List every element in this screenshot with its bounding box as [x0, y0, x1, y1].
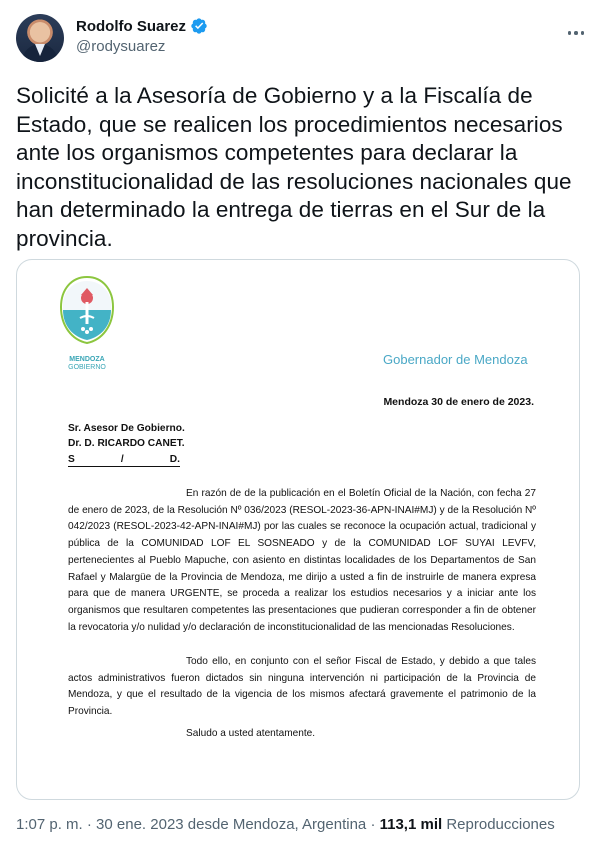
document-addressee: [68, 421, 185, 451]
tweet-text: Solicité a la Asesoría de Gobierno y a la Fiscalía de Estado, que se realicen los procedimientos necesarios ante los organismos competentes para declarar la inconstitucionalidad de las resoluciones nacionales que han determinado la entrega de tierras en el Sur de la provincia.: [16, 83, 572, 251]
tweet-metadata: [16, 816, 555, 833]
name-row: [76, 17, 208, 35]
user-handle[interactable]: @rodysuarez: [76, 38, 166, 55]
sd-s: S: [68, 454, 75, 465]
sd-slash: /: [120, 454, 124, 465]
meta-separator: ·: [86, 816, 92, 833]
user-info[interactable]: [76, 17, 208, 55]
seal-caption: [51, 356, 123, 372]
views-label[interactable]: Reproducciones: [446, 816, 555, 833]
addressee-line-1: Sr. Asesor De Gobierno.: [68, 423, 185, 434]
sd-d: D.: [169, 454, 180, 465]
more-options-icon[interactable]: [565, 22, 587, 44]
verified-badge-icon: [190, 17, 208, 35]
document-paragraph-2: [68, 654, 536, 721]
sd-line: [68, 454, 180, 467]
document-page: [17, 260, 579, 799]
display-name[interactable]: Rodolfo Suarez: [76, 17, 187, 35]
paragraph-2-text: Todo ello, en conjunto con el señor Fiscal de Estado, y debido a que tales actos administrativos fueron dictados sin ninguna intervención ni participación de la Provincia de Mendoza, y que el resultado de la vigencia de los mismos afectará gravemente el patrimonio de la Provincia.: [68, 656, 536, 718]
views-count[interactable]: 113,1 mil: [379, 816, 443, 833]
addressee-line-2: Dr. D. RICARDO CANET.: [68, 438, 185, 449]
tweet-date-location[interactable]: 30 ene. 2023 desde Mendoza, Argentina: [96, 816, 367, 833]
paragraph-1-text: En razón de de la publicación en el Boletín Oficial de la Nación, con fecha 27 de enero de 2023, de la Resolución Nº 036/2023 (RESOL-2023-36-APN-INAI#MJ) y de la Resolución Nº 042/2023 (RESOL-2023-42-APN-INAI#MJ) por las cuales se reconoce la ocupación actual, tradicional y pública de la COMUNIDAD LOF EL SOSNEADO y de la COMUNIDAD LOF SUYAI LEVFV, pertenecientes al Pueblo Mapuche, con asiento en distintas localidades de los Departamentos de San Rafael y Malargüe de la Provincia de Mendoza, me dirijo a usted a fin de instruirle de manera expresa para que de manera URGENTE, se proceda a realizar los estudios necesarios y a iniciar ante los organismos que resultaren competentes las presentaciones que pudieran corresponder a fin de obtener la revocatoria y/o nulidad y/o declaración de inconstitucionalidad de las mencionadas Resoluciones.: [68, 488, 536, 633]
meta-separator-2: ·: [370, 816, 376, 833]
seal-caption-subtitle: GOBIERNO: [68, 364, 106, 371]
tweet-header: [16, 14, 587, 64]
seal-caption-title: MENDOZA: [69, 356, 105, 363]
document-date: Mendoza 30 de enero de 2023.: [383, 396, 534, 408]
mendoza-seal-icon: [56, 274, 118, 346]
document-paragraph-1: [68, 486, 536, 636]
document-closing: Saludo a usted atentamente.: [186, 728, 316, 739]
tweet-time[interactable]: 1:07 p. m.: [16, 816, 83, 833]
tweet-media-image[interactable]: [16, 259, 580, 800]
document-header-title: Gobernador de Mendoza: [383, 352, 528, 367]
avatar[interactable]: [16, 14, 64, 62]
